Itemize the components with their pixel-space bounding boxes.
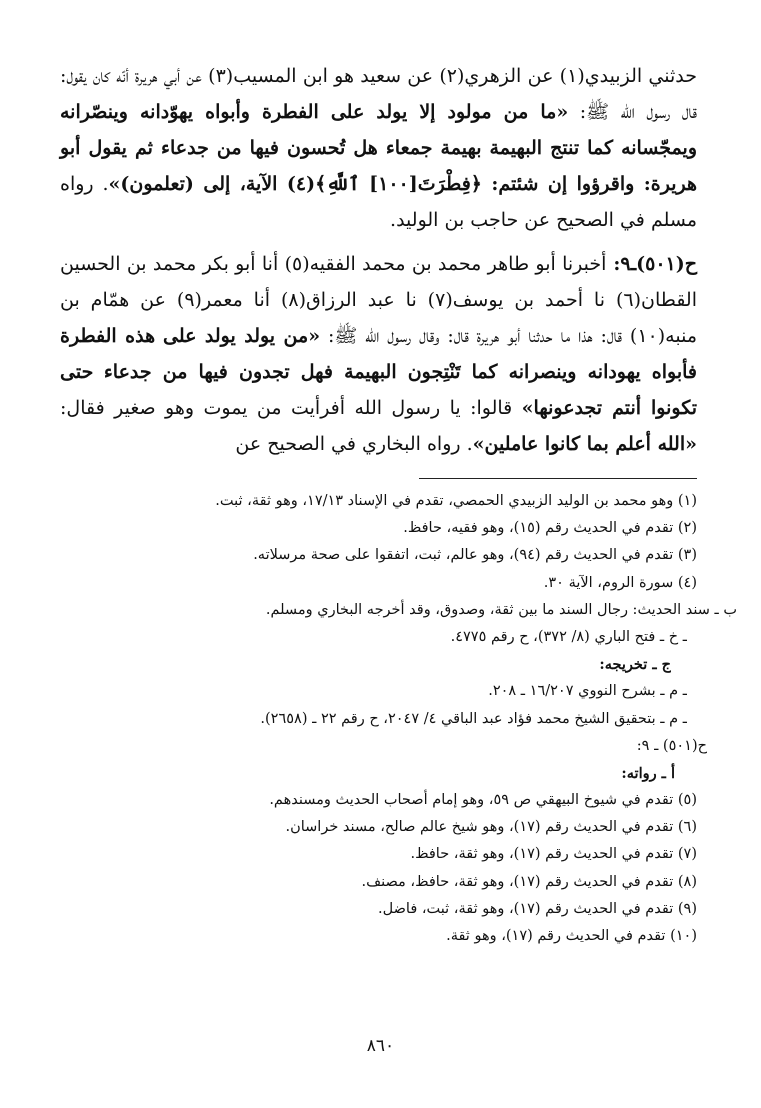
p2-line-3a: منبه(١٠) قال: هذا ما حدثنا أبو هريرة قال: وقال رسول الله ﷺ:	[320, 325, 698, 347]
footnote-10: (١٠) تقدم في الحديث رقم (١٧)، وهو ثقة.	[446, 928, 697, 944]
p2-line-6a: «الله أعلم بما كانوا عاملين»	[472, 433, 697, 455]
p2-line-6b: . رواه البخاري في الصحيح عن	[235, 433, 473, 455]
p2-line-4: هذه الفطرة فأبواه يهودانه وينصرانه كما تَنْتِجون البهيمة فهل تجدون فيها من جدعاء	[60, 325, 697, 383]
p2-line-3b: «من يولد يولد على	[163, 325, 321, 347]
p1-line-2b: «ما من مولود إلا يولد على الفطرة وأبواه يهوّدانه وينصّرانه	[60, 101, 569, 123]
hadith-501-heading: ح(٥٠١) ـ ٩:	[636, 737, 707, 754]
footnote-6: (٦) تقدم في الحديث رقم (١٧)، وهو شيخ عالم صالح، مسند خراسان.	[285, 819, 697, 836]
takhrij-heading: ج ـ تخريجه:	[599, 656, 671, 674]
takhrij-muslim-nawawi: ـ م ـ بشرح النووي ١٦/٢٠٧ ـ ٢٠٨.	[488, 683, 687, 700]
footnote-3: (٣) تقدم في الحديث رقم (٩٤)، وهو عالم، ثبت، اتفقوا على صحة مرسلاته.	[253, 547, 697, 564]
footnote-8: (٨) تقدم في الحديث رقم (١٧)، وهو ثقة، حافظ، مصنف.	[361, 873, 697, 890]
footnote-1: (١) وهو محمد بن الوليد الزبيدي الحمصي، تقدم في الإسناد ١٧/١٣، وهو ثقة، ثبت.	[215, 493, 697, 509]
takhrij-muslim-abdulbaqi: ـ م ـ بتحقيق الشيخ محمد فؤاد عبد الباقي ٤/ ٢٠٤٧، ح رقم ٢٢ ـ (٢٦٥٨).	[260, 710, 687, 727]
main-text	[60, 58, 697, 462]
footnote-9: (٩) تقدم في الحديث رقم (١٧)، وهو ثقة، ثبت، فاضل.	[378, 900, 697, 917]
footnote-7: (٧) تقدم في الحديث رقم (١٧)، وهو ثقة، حافظ.	[410, 846, 697, 863]
footnote-2: (٢) تقدم في الحديث رقم (١٥)، وهو فقيه، حافظ.	[403, 520, 697, 537]
p1-line-1: حدثني الزبيدي(١) عن الزهري(٢) عن سعيد هو ابن المسيب(٣) عن أبي هريرة أنّه كان	[92, 65, 697, 87]
p2-line-5b: قالوا: يا رسول الله أفرأيت من يموت وهو صغير فقال:	[60, 397, 522, 419]
footnote-4: (٤) سورة الروم، الآية ٣٠.	[543, 574, 697, 591]
footnotes	[40, 488, 737, 950]
takhrij-bukhari: ـ خ ـ فتح الباري (٨/ ٣٧٢)، ح رقم ٤٧٧٥.	[450, 628, 687, 645]
p1-line-4b: . رواه مسلم	[60, 173, 697, 231]
p1-line-5: في الصحيح عن حاجب بن الوليد.	[390, 209, 645, 231]
p2-line-1b: أخبرنا أبو طاهر محمد بن محمد الفقيه(٥) أنا أبو بكر محمد بن	[126, 253, 607, 275]
hadith-number: ح(٥٠١)ـ٩:	[606, 253, 698, 275]
sanad-note: ب ـ سند الحديث: رجال السند ما بين ثقة، وصدوق، وقد أخرجه البخاري ومسلم.	[265, 601, 737, 618]
page-number: ٨٦٠	[366, 1036, 395, 1056]
p2-line-5a: حتى تكونوا أنتم تجدعونها»	[60, 361, 697, 419]
p1-line-2a: يقول: قال رسول الله ﷺ:	[60, 65, 698, 123]
p1-line-4a: هريرة: واقرؤوا إن شئتم: ﴿فِطْرَتَ[١٠٠] ٱللَّهِ﴾(٤) الآية، إلى (تعلمون)»	[108, 173, 697, 195]
footnote-5: (٥) تقدم في شيوخ البيهقي ص ٥٩، وهو إمام أصحاب الحديث ومسندهم.	[269, 792, 697, 809]
footnote-separator	[419, 478, 697, 479]
paragraph-1	[60, 58, 697, 238]
ruwat-heading: أ ـ رواته:	[621, 764, 675, 782]
p1-line-3: ويمجّسانه كما تنتج البهيمة بهيمة جمعاء هل تُحسون فيها من جدعاء ثم يقول أبو	[60, 137, 697, 159]
paragraph-2	[60, 246, 697, 462]
p2-line-2: الحسين القطان(٦) نا أحمد بن يوسف(٧) نا عبد الرزاق(٨) أنا معمر(٩) عن همّام بن	[60, 253, 697, 311]
